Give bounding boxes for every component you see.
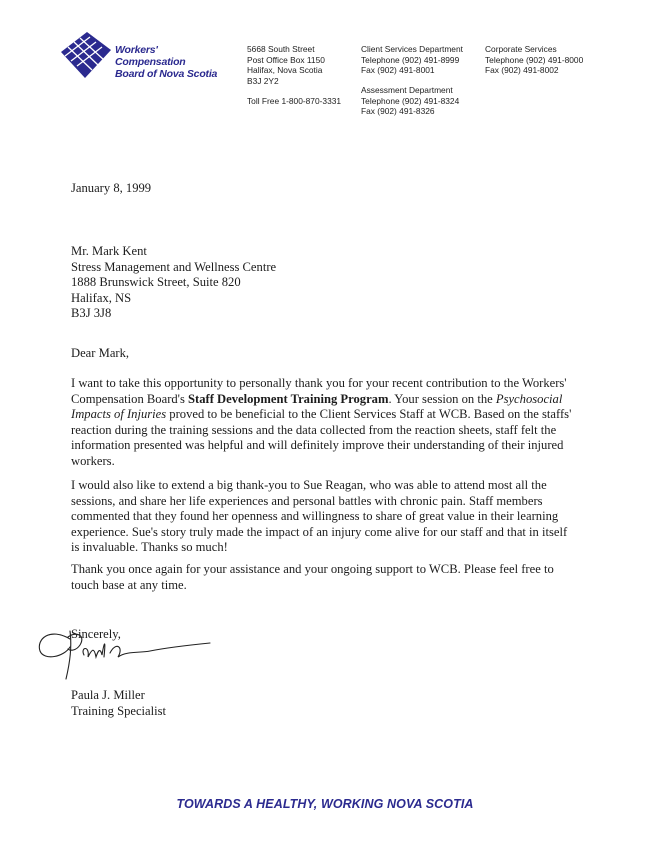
org-name-line-2: Compensation bbox=[115, 56, 186, 68]
dept-line: Fax (902) 491-8002 bbox=[485, 65, 559, 75]
address-line: B3J 2Y2 bbox=[247, 75, 279, 86]
signer-name: Paula J. Miller bbox=[71, 688, 145, 702]
recipient-line: 1888 Brunswick Street, Suite 820 bbox=[71, 275, 241, 290]
dept-line: Fax (902) 491-8001 bbox=[361, 65, 435, 75]
text-run: proved to be beneficial to the Client Services Staff at WCB. Based on the staffs' bbox=[166, 407, 572, 422]
client-services-block bbox=[361, 44, 463, 76]
assessment-block bbox=[361, 85, 459, 117]
dept-line: Telephone (902) 491-8999 bbox=[361, 54, 460, 65]
text-run: . Your session on the bbox=[388, 391, 496, 406]
recipient-line: B3J 3J8 bbox=[71, 306, 112, 321]
recipient-line: Mr. Mark Kent bbox=[71, 244, 147, 258]
wcb-logo-icon bbox=[57, 30, 113, 80]
paragraph-line: I want to take this opportunity to personally thank you for your recent contribution to the Workers' bbox=[71, 376, 567, 390]
paragraph-line: I would also like to extend a big thank-you to Sue Reagan, who was able to attend most all the bbox=[71, 478, 547, 492]
paragraph-line: sessions, and share her life experiences and personal battles with chronic pain. Staff members bbox=[71, 493, 543, 508]
paragraph-line: workers. bbox=[71, 453, 115, 468]
dept-line: Corporate Services bbox=[485, 44, 557, 54]
dept-line: Telephone (902) 491-8324 bbox=[361, 95, 460, 106]
salutation: Dear Mark, bbox=[71, 346, 130, 360]
paragraph-1 bbox=[71, 376, 581, 470]
paragraph-2 bbox=[71, 478, 581, 556]
paragraph-line: touch base at any time. bbox=[71, 577, 187, 592]
corporate-block bbox=[485, 44, 583, 76]
dept-line: Assessment Department bbox=[361, 85, 453, 95]
recipient-address bbox=[71, 244, 276, 322]
dept-line: Client Services Department bbox=[361, 44, 463, 54]
paragraph-line bbox=[71, 407, 581, 423]
closing: Sincerely, bbox=[71, 627, 121, 641]
address-line: Post Office Box 1150 bbox=[247, 54, 325, 65]
recipient-line: Halifax, NS bbox=[71, 290, 132, 305]
text-run: Compensation Board's bbox=[71, 391, 189, 406]
paragraph-3 bbox=[71, 562, 581, 593]
program-name: Staff Development Training Program bbox=[188, 391, 389, 406]
toll-free: Toll Free 1-800-870-3331 bbox=[247, 96, 342, 106]
address-block bbox=[247, 44, 325, 86]
address-line: Halifax, Nova Scotia bbox=[247, 65, 323, 75]
org-name-line-1: Workers' bbox=[115, 44, 158, 56]
dept-line: Telephone (902) 491-8000 bbox=[485, 54, 584, 65]
footer-motto: TOWARDS A HEALTHY, WORKING NOVA SCOTIA bbox=[176, 797, 474, 811]
recipient-line: Stress Management and Wellness Centre bbox=[71, 259, 277, 274]
paragraph-line: is invaluable. Thanks so much! bbox=[71, 540, 228, 555]
letter-date: January 8, 1999 bbox=[71, 181, 152, 195]
dept-line: Fax (902) 491-8326 bbox=[361, 106, 435, 116]
session-title: Impacts of Injuries bbox=[71, 407, 167, 422]
address-line: 5668 South Street bbox=[247, 44, 315, 54]
paragraph-line: information presented was helpful and will definitely improve their understanding of their injured bbox=[71, 438, 564, 453]
handwritten-signature-icon bbox=[30, 617, 220, 682]
paragraph-line: Thank you once again for your assistance and your ongoing support to WCB. Please feel free to bbox=[71, 562, 554, 576]
session-title: Psychosocial bbox=[495, 391, 563, 406]
signer-title: Training Specialist bbox=[71, 704, 167, 718]
paragraph-line: commented that they found her openness and willingness to share of great value in their learning bbox=[71, 509, 559, 524]
paragraph-line: reaction during the training sessions and the data collected from the reaction sheets, staff felt the bbox=[71, 422, 557, 437]
paragraph-line: experience. Sue's story truly made the impact of an injury come alive for our staff and that in itself bbox=[71, 524, 568, 539]
paragraph-line bbox=[71, 392, 581, 408]
org-name-line-3: Board of Nova Scotia bbox=[115, 68, 218, 80]
